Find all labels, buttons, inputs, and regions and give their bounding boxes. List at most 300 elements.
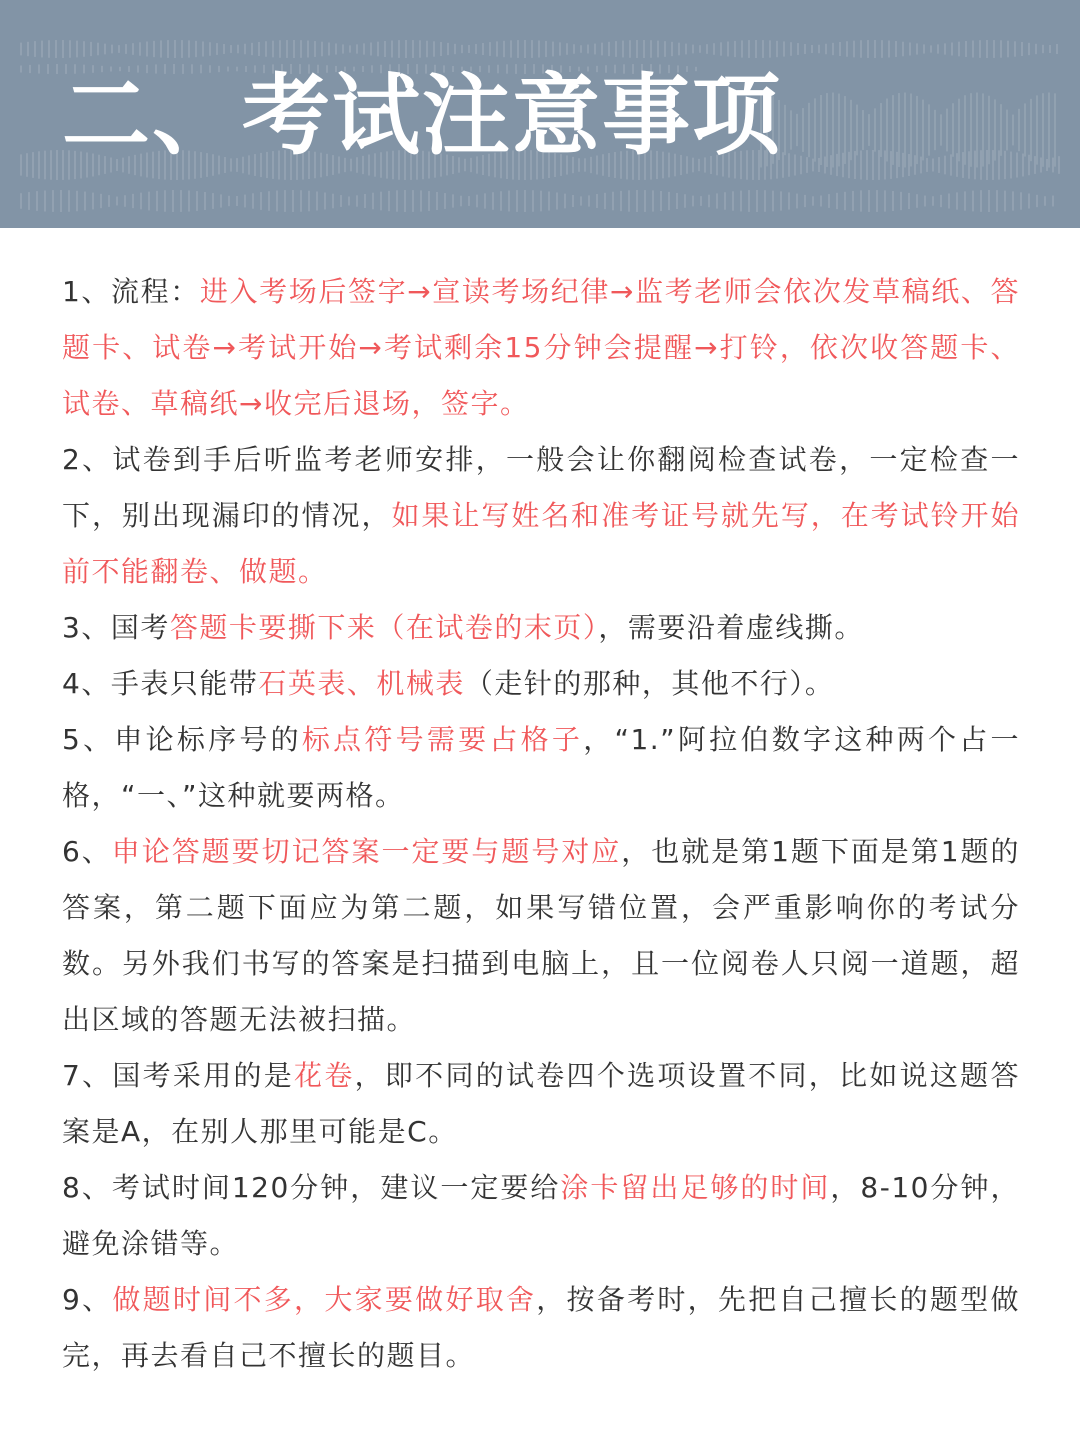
stripe-mark (146, 42, 148, 57)
stripe-mark (384, 41, 386, 57)
stripe-mark (850, 100, 852, 160)
stripe-mark (836, 193, 838, 209)
stripe-mark (489, 42, 491, 56)
note-highlight: 花卷 (294, 1059, 355, 1092)
stripe-mark (56, 150, 58, 180)
stripe-mark (68, 190, 70, 212)
stripe-mark (251, 43, 253, 55)
stripe-mark (172, 190, 174, 212)
stripe-mark (124, 195, 126, 207)
stripe-mark (588, 195, 590, 206)
note-text: 7、国考采用的是 (62, 1059, 295, 1092)
stripe-mark (181, 40, 183, 58)
stripe-mark (284, 190, 286, 212)
stripe-mark (916, 194, 918, 208)
stripe-mark (982, 93, 984, 166)
stripe-mark (452, 194, 454, 207)
stripe-mark (342, 44, 344, 53)
stripe-mark (1022, 154, 1024, 177)
stripe-mark (650, 40, 652, 58)
stripe-mark (1004, 151, 1006, 179)
stripe-mark (244, 44, 246, 55)
stripe-mark (228, 196, 230, 206)
stripe-mark (716, 193, 718, 208)
stripe-mark (153, 41, 155, 57)
stripe-mark (167, 40, 169, 58)
stripe-mark (968, 151, 970, 178)
note-text: ，也就是第1题下面是第1题的答案，第二题下面应为第二题，如果写错位置，会严重影响你的考试分数。另外我们书写的答案是扫描到电脑上，且一位阅卷人只阅一道题，超出区域的答题无法被扫描。 (62, 835, 1020, 1036)
stripe-mark (620, 191, 622, 211)
note-highlight: 做题时间不多，大家要做好取舍 (112, 1283, 537, 1316)
stripe-mark (657, 41, 659, 58)
stripe-mark (678, 43, 680, 56)
stripe-mark (132, 194, 134, 208)
stripe-mark (839, 42, 841, 56)
stripe-mark (904, 93, 906, 168)
stripe-mark (482, 43, 484, 55)
stripe-mark (876, 190, 878, 212)
stripe-mark (44, 190, 46, 211)
stripe-mark (769, 40, 771, 57)
stripe-mark (484, 193, 486, 208)
stripe-mark (796, 114, 798, 146)
stripe-mark (832, 43, 834, 55)
stripe-mark (324, 193, 326, 210)
stripe-mark (928, 104, 930, 155)
stripe-mark (47, 64, 49, 74)
stripe-mark (1028, 43, 1030, 55)
stripe-mark (727, 42, 729, 57)
stripe-mark (370, 42, 372, 55)
stripe-mark (97, 43, 99, 56)
stripe-mark (996, 190, 998, 212)
note-text: ，“1.”阿拉伯数字这种两个占一格，“一、”这种就要两格。 (62, 723, 1020, 812)
stripe-mark (644, 190, 646, 212)
stripe-mark (316, 191, 318, 210)
stripe-mark (559, 42, 561, 55)
stripe-mark (668, 192, 670, 210)
stripe-mark (1052, 196, 1054, 207)
stripe-mark (804, 195, 806, 207)
stripe-mark (340, 195, 342, 207)
stripe-mark (377, 42, 379, 57)
stripe-mark (20, 65, 22, 72)
stripe-mark (713, 43, 715, 55)
stripe-mark (878, 150, 880, 180)
stripe-mark (34, 41, 36, 57)
stripe-mark (900, 192, 902, 210)
stripe-mark (800, 156, 802, 175)
stripe-mark (1028, 155, 1030, 175)
stripe-mark (854, 151, 856, 179)
stripe-mark (276, 191, 278, 212)
stripe-mark (84, 192, 86, 211)
stripe-mark (844, 96, 846, 164)
stripe-mark (692, 45, 694, 54)
stripe-mark (436, 192, 438, 210)
stripe-mark (100, 194, 102, 208)
stripe-mark (902, 42, 904, 57)
stripe-mark (62, 40, 64, 58)
stripe-mark (212, 193, 214, 209)
stripe-mark (860, 150, 862, 179)
stripe-mark (615, 41, 617, 57)
stripe-mark (1006, 110, 1008, 151)
stripe-mark (700, 196, 702, 206)
stripe-mark (922, 100, 924, 161)
stripe-mark (782, 152, 784, 178)
stripe-mark (652, 190, 654, 211)
stripe-mark (824, 157, 826, 174)
stripe-mark (216, 43, 218, 55)
stripe-mark (573, 44, 575, 54)
notes-list (62, 264, 1020, 1384)
stripe-mark (830, 155, 832, 175)
stripe-mark (988, 96, 990, 164)
note-item-4 (62, 656, 1020, 712)
stripe-mark (916, 96, 918, 164)
stripe-mark (111, 45, 113, 54)
note-highlight: 答题卡要撕下来（在试卷的末页） (169, 611, 599, 644)
stripe-mark (1028, 193, 1030, 208)
stripe-mark (811, 45, 813, 53)
stripe-mark (604, 193, 606, 209)
stripe-mark (196, 191, 198, 211)
stripe-mark (825, 44, 827, 54)
stripe-mark (356, 44, 358, 53)
header-banner (0, 0, 1080, 228)
stripe-mark (862, 110, 864, 150)
stripe-mark (970, 93, 972, 167)
stripe-mark (580, 45, 582, 53)
note-text: ，8-10分钟，避免涂错等。 (62, 1171, 1020, 1260)
stripe-mark (1046, 159, 1048, 171)
stripe-mark (1016, 152, 1018, 177)
stripe-mark (1044, 196, 1046, 206)
stripe-mark (784, 105, 786, 155)
stripe-mark (699, 45, 701, 53)
stripe-mark (223, 44, 225, 54)
stripe-mark (1014, 41, 1016, 56)
note-text: 1、流程： (62, 275, 200, 308)
note-text: 9、 (62, 1283, 113, 1316)
stripe-mark (790, 42, 792, 56)
note-text: ，即不同的试卷四个选项设置不同，比如说这题答案是A，在别人那里可能是C。 (62, 1059, 1020, 1148)
stripe-mark (56, 64, 58, 74)
stripe-mark (164, 190, 166, 211)
stripe-mark (538, 40, 540, 57)
stripe-mark (684, 194, 686, 207)
note-item-3 (62, 600, 1020, 656)
stripe-mark (38, 151, 40, 178)
stripe-mark (356, 195, 358, 206)
stripe-mark (332, 194, 334, 209)
stripe-mark (244, 195, 246, 208)
stripe-mark (812, 159, 814, 172)
stripe-mark (265, 41, 267, 57)
stripe-mark (412, 40, 414, 58)
stripe-mark (930, 45, 932, 52)
stripe-mark (1000, 104, 1002, 156)
stripe-mark (20, 43, 22, 56)
stripe-mark (880, 103, 882, 157)
stripe-mark (972, 40, 974, 57)
stripe-mark (842, 153, 844, 177)
stripe-mark (1024, 103, 1026, 156)
stripe-mark (300, 40, 302, 58)
stripe-mark (286, 40, 288, 58)
stripe-mark (772, 191, 774, 212)
stripe-mark (881, 40, 883, 58)
stripe-mark (788, 153, 790, 177)
stripe-mark (236, 196, 238, 206)
stripe-mark (986, 150, 988, 180)
stripe-mark (500, 191, 502, 211)
stripe-mark (548, 191, 550, 210)
stripe-mark (734, 41, 736, 57)
note-item-2 (62, 432, 1020, 600)
stripe-mark (496, 41, 498, 56)
stripe-mark (292, 190, 294, 212)
stripe-mark (938, 157, 940, 173)
stripe-mark (76, 41, 78, 58)
note-highlight: 涂卡留出足够的时间 (560, 1171, 831, 1204)
stripe-mark (832, 93, 834, 168)
stripe-mark (468, 196, 470, 206)
stripe-mark (818, 45, 820, 53)
stripe-mark (412, 190, 414, 212)
stripe-mark (50, 150, 52, 180)
note-text: ，按备考时，先把自己擅长的题型做完，再去看自己不擅长的题目。 (62, 1283, 1020, 1372)
stripe-mark (643, 40, 645, 58)
stripe-mark (279, 40, 281, 57)
stripe-mark (314, 41, 316, 57)
stripe-mark (492, 192, 494, 210)
stripe-mark (517, 40, 519, 58)
stripe-mark (937, 44, 939, 53)
stripe-mark (934, 110, 936, 150)
stripe-mark (444, 193, 446, 209)
note-highlight: 申论答题要切记答案一定要与题号对应 (111, 835, 622, 868)
stripe-mark (524, 190, 526, 212)
stripe-mark (428, 191, 430, 211)
stripe-mark (948, 194, 950, 209)
stripe-mark (812, 196, 814, 205)
stripe-mark (195, 41, 197, 57)
stripe-mark (976, 93, 978, 168)
stripe-mark (951, 42, 953, 55)
stripe-mark (884, 150, 886, 179)
stripe-mark (566, 43, 568, 55)
stripe-mark (902, 153, 904, 177)
stripe-mark (388, 191, 390, 211)
stripe-mark (874, 40, 876, 58)
stripe-mark (974, 151, 976, 180)
stripe-mark (268, 191, 270, 211)
stripe-mark (790, 110, 792, 149)
stripe-mark (886, 99, 888, 162)
stripe-mark (868, 190, 870, 212)
stripe-mark (476, 195, 478, 208)
stripe-mark (797, 43, 799, 55)
stripe-mark (293, 40, 295, 58)
stripe-mark (868, 114, 870, 146)
stripe-mark (764, 190, 766, 212)
stripe-mark (732, 191, 734, 210)
stripe-mark (252, 193, 254, 208)
stripe-mark (932, 196, 934, 206)
stripe-mark (419, 40, 421, 57)
stripe-mark (188, 190, 190, 211)
stripe-mark (556, 192, 558, 209)
stripe-mark (209, 42, 211, 56)
page-title: 二、考试注意事项 (62, 64, 783, 167)
stripe-mark (1036, 95, 1038, 164)
stripe-mark (36, 191, 38, 211)
stripe-mark (944, 156, 946, 175)
stripe-mark (1035, 44, 1037, 54)
stripe-mark (908, 193, 910, 209)
stripe-mark (838, 94, 840, 167)
stripe-mark (180, 190, 182, 212)
stripe-mark (1049, 45, 1051, 53)
stripe-mark (888, 41, 890, 58)
stripe-mark (545, 41, 547, 57)
stripe-mark (612, 192, 614, 211)
note-highlight: 标点符号需要占格子 (301, 723, 584, 756)
stripe-mark (685, 44, 687, 55)
stripe-mark (20, 193, 22, 209)
stripe-mark (890, 151, 892, 179)
stripe-mark (55, 40, 57, 58)
stripe-mark (998, 150, 1000, 179)
note-item-6 (62, 824, 1020, 1048)
note-text: 2、试卷到手后听监考老师安排，一般会让你翻阅检查试卷，一定检查一下，别出现漏印的情况， (62, 443, 1020, 532)
stripe-mark (946, 109, 948, 152)
stripe-mark (956, 192, 958, 209)
stripe-mark (38, 64, 40, 73)
stripe-mark (676, 193, 678, 209)
stripe-mark (440, 42, 442, 56)
stripe-mark (69, 40, 71, 58)
stripe-mark (601, 43, 603, 56)
stripe-mark (1042, 45, 1044, 53)
stripe-mark (808, 103, 810, 157)
stripe-mark (174, 40, 176, 58)
note-text: 8、考试时间120分钟，建议一定要给 (62, 1171, 561, 1204)
note-text: 6、 (62, 835, 112, 868)
stripe-mark (608, 42, 610, 56)
stripe-mark (104, 44, 106, 55)
stripe-mark (1034, 156, 1036, 174)
stripe-mark (44, 151, 46, 180)
stripe-mark (220, 194, 222, 207)
stripe-mark (794, 154, 796, 175)
stripe-mark (916, 43, 918, 54)
stripe-mark (965, 41, 967, 57)
stripe-mark (1058, 156, 1060, 174)
note-text: 5、申论标序号的 (62, 723, 302, 756)
stripe-mark (908, 154, 910, 176)
stripe-mark (818, 158, 820, 172)
note-text: ，需要沿着虚线撕。 (598, 611, 864, 644)
stripe-mark (140, 193, 142, 210)
stripe-mark (923, 44, 925, 53)
stripe-mark (76, 191, 78, 211)
stripe-mark (1000, 40, 1002, 57)
stripe-mark (820, 195, 822, 206)
stripe-mark (924, 196, 926, 207)
stripe-mark (826, 93, 828, 167)
stripe-mark (26, 153, 28, 177)
note-text: （走针的那种，其他不行）。 (464, 667, 835, 700)
note-highlight: 如果让写姓名和准考证号就先写，在考试铃开始前不能翻卷、做题。 (62, 499, 1020, 588)
stripe-mark (1010, 152, 1012, 179)
stripe-mark (806, 157, 808, 173)
stripe-mark (90, 42, 92, 56)
stripe-mark (27, 42, 29, 56)
stripe-mark (468, 45, 470, 53)
stripe-mark (380, 192, 382, 211)
stripe-mark (992, 150, 994, 180)
stripe-mark (914, 155, 916, 175)
stripe-mark (994, 99, 996, 160)
stripe-mark (510, 40, 512, 57)
stripe-mark (776, 41, 778, 57)
stripe-mark (258, 42, 260, 56)
stripe-mark (740, 191, 742, 212)
stripe-mark (796, 194, 798, 209)
stripe-mark (898, 93, 900, 167)
stripe-mark (867, 40, 869, 58)
stripe-mark (852, 191, 854, 211)
stripe-mark (820, 95, 822, 165)
stripe-mark (1036, 195, 1038, 207)
stripe-mark (405, 40, 407, 58)
stripe-mark (188, 40, 190, 57)
stripe-mark (783, 41, 785, 56)
stripe-mark (139, 42, 141, 55)
stripe-mark (1007, 41, 1009, 58)
stripe-mark (363, 43, 365, 54)
stripe-mark (587, 45, 589, 54)
stripe-mark (892, 95, 894, 165)
stripe-mark (41, 41, 43, 58)
stripe-mark (580, 196, 582, 205)
stripe-mark (748, 190, 750, 212)
stripe-mark (1004, 191, 1006, 212)
stripe-mark (780, 191, 782, 210)
stripe-mark (475, 44, 477, 54)
stripe-mark (596, 194, 598, 208)
stripe-mark (1012, 115, 1014, 146)
stripe-mark (1020, 192, 1022, 209)
stripe-mark (853, 41, 855, 58)
note-item-1 (62, 264, 1020, 432)
stripe-mark (980, 190, 982, 212)
stripe-mark (348, 196, 350, 205)
stripe-mark (964, 95, 966, 165)
stripe-mark (958, 99, 960, 162)
stripe-mark (420, 190, 422, 211)
stripe-mark (944, 43, 946, 54)
stripe-mark (524, 40, 526, 58)
stripe-mark (828, 194, 830, 208)
stripe-mark (956, 153, 958, 177)
stripe-mark (860, 40, 862, 57)
stripe-mark (108, 195, 110, 207)
stripe-mark (860, 190, 862, 211)
